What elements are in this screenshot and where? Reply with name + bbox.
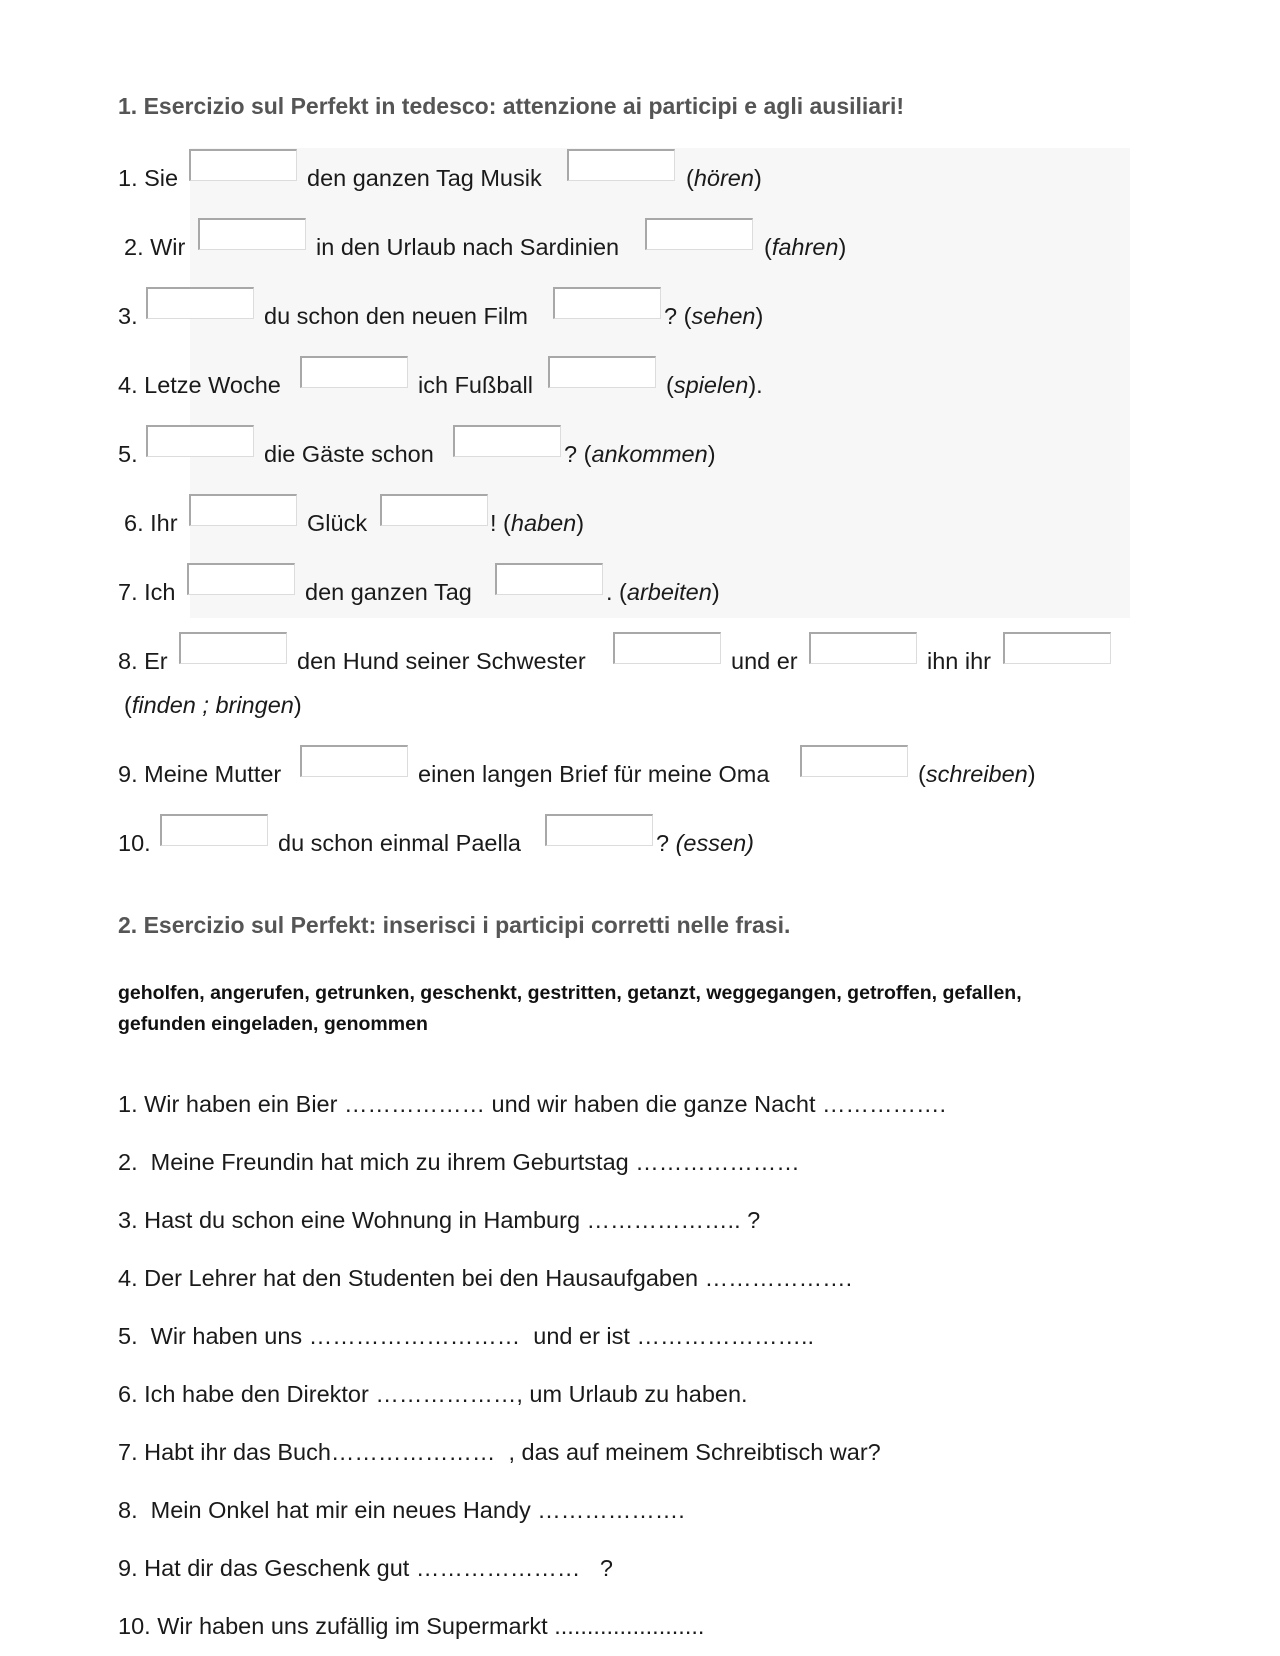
verb-hint: ! (haben): [490, 510, 585, 536]
participle-input-7[interactable]: [495, 563, 603, 595]
verb-hint: (fahren): [764, 234, 847, 260]
auxiliary-input-6[interactable]: [189, 494, 297, 526]
sentence-7: 7. Habt ihr das Buch………………… , das auf meinem Schreibtisch war?: [118, 1439, 881, 1465]
verb-hint: (finden ; bringen): [124, 692, 302, 718]
participle-input-4[interactable]: [548, 356, 656, 388]
participle-input-8a[interactable]: [613, 632, 721, 664]
auxiliary-input-2[interactable]: [198, 218, 306, 250]
row-text: die Gäste schon: [264, 441, 434, 467]
word-bank: [118, 978, 1118, 1040]
word-bank-line-2: gefunden eingeladen, genommen: [118, 1013, 428, 1035]
sentence-4: 4. Der Lehrer hat den Studenten bei den Hausaufgaben ……………….: [118, 1265, 853, 1291]
sentence-6: 6. Ich habe den Direktor ………………, um Urlaub zu haben.: [118, 1381, 748, 1407]
row-label: 5.: [118, 441, 138, 467]
auxiliary-input-7[interactable]: [187, 563, 295, 595]
sentence-3: 3. Hast du schon eine Wohnung in Hamburg ……………….. ?: [118, 1207, 761, 1233]
participle-input-9[interactable]: [800, 745, 908, 777]
row-label: 1. Sie: [118, 165, 179, 191]
participle-input-2[interactable]: [645, 218, 753, 250]
verb-hint: (hören): [686, 165, 762, 191]
sentence-9: 9. Hat dir das Geschenk gut ………………… ?: [118, 1555, 613, 1581]
row-text: den Hund seiner Schwester: [297, 648, 586, 674]
participle-input-8b[interactable]: [1003, 632, 1111, 664]
auxiliary-input-3[interactable]: [146, 287, 254, 319]
exercise-2-title: 2. Esercizio sul Perfekt: inserisci i participi corretti nelle frasi.: [118, 912, 791, 938]
auxiliary-input-10[interactable]: [160, 814, 268, 846]
row-label: 6. Ihr: [124, 510, 178, 536]
word-bank-line-1: geholfen, angerufen, getrunken, geschenkt, gestritten, getanzt, weggegangen, getroffen, gefallen,: [118, 982, 1022, 1004]
verb-hint: . (arbeiten): [606, 579, 720, 605]
row-text-3: ihn ihr: [927, 648, 992, 674]
auxiliary-input-1[interactable]: [189, 149, 297, 181]
auxiliary-input-8[interactable]: [179, 632, 287, 664]
row-label: 10.: [118, 830, 151, 856]
auxiliary-input-4[interactable]: [300, 356, 408, 388]
sentence-8: 8. Mein Onkel hat mir ein neues Handy ……………….: [118, 1497, 685, 1523]
verb-hint: ? (ankommen): [564, 441, 716, 467]
participle-input-1[interactable]: [567, 149, 675, 181]
row-label: 8. Er: [118, 648, 168, 674]
row-label: 4. Letze Woche: [118, 372, 281, 398]
participle-input-10[interactable]: [545, 814, 653, 846]
row-text: den ganzen Tag Musik: [307, 165, 542, 191]
exercise-1-title: 1. Esercizio sul Perfekt in tedesco: attenzione ai participi e agli ausiliari!: [118, 93, 905, 119]
row-text-2: und er: [731, 648, 798, 674]
participle-input-6[interactable]: [380, 494, 488, 526]
sentence-5: 5. Wir haben uns ……………………… und er ist …………………..: [118, 1323, 815, 1349]
sentence-2: 2. Meine Freundin hat mich zu ihrem Geburtstag …………………: [118, 1149, 800, 1175]
sentence-1: 1. Wir haben ein Bier ……………… und wir haben die ganze Nacht …………….: [118, 1091, 947, 1117]
row-text: den ganzen Tag: [305, 579, 472, 605]
participle-input-3[interactable]: [553, 287, 661, 319]
auxiliary-input-9[interactable]: [300, 745, 408, 777]
row-label: 7. Ich: [118, 579, 176, 605]
row-label: 2. Wir: [124, 234, 186, 260]
auxiliary-input-5[interactable]: [146, 425, 254, 457]
sentence-10: 10. Wir haben uns zufällig im Supermarkt .......................: [118, 1613, 705, 1639]
exercise-1-row-1: [118, 164, 178, 192]
row-text: du schon einmal Paella: [278, 830, 521, 856]
verb-hint: (spielen).: [666, 372, 763, 398]
verb-hint: ? (sehen): [664, 303, 764, 329]
row-label: 3.: [118, 303, 138, 329]
row-label: 9. Meine Mutter: [118, 761, 282, 787]
row-text: Glück: [307, 510, 368, 536]
row-text: in den Urlaub nach Sardinien: [316, 234, 620, 260]
verb-hint: (schreiben): [918, 761, 1036, 787]
row-text: ich Fußball: [418, 372, 533, 398]
participle-input-5[interactable]: [453, 425, 561, 457]
row-text: du schon den neuen Film: [264, 303, 528, 329]
verb-hint: ? (essen): [656, 830, 754, 856]
row-text: einen langen Brief für meine Oma: [418, 761, 770, 787]
auxiliary-input-8b[interactable]: [809, 632, 917, 664]
